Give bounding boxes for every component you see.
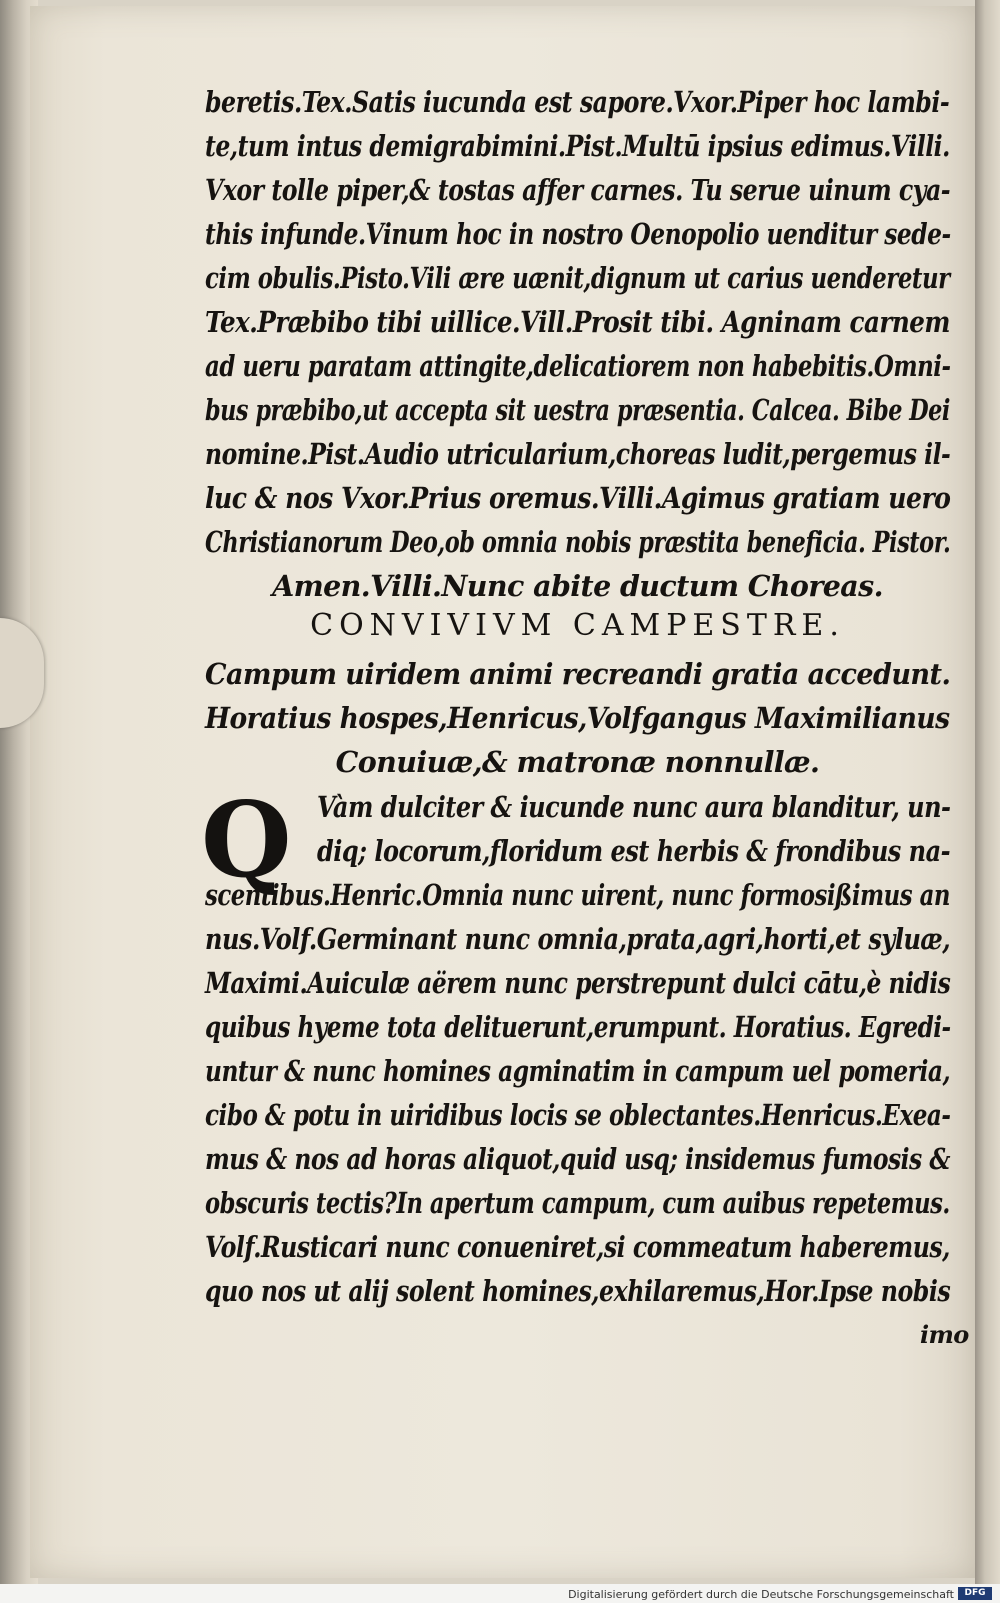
- body-line: diq; locorum,floridum est herbis & frondibus na-: [317, 834, 951, 868]
- body-line: Vàm dulciter & iucunde nunc aura blanditur, un-: [317, 790, 951, 824]
- text-line: Vxor tolle piper,& tostas affer carnes. Tu serue uinum cya-: [205, 173, 951, 207]
- text-line: Christianorum Deo,ob omnia nobis præstita beneficia. Pistor.: [205, 525, 951, 559]
- catchword: imo: [920, 1320, 969, 1349]
- subheading-line: Horatius hospes,Henricus,Volfgangus Maximilianus: [205, 701, 950, 735]
- text-line: cim obulis.Pisto.Vili ære uænit,dignum ut carius uenderetur: [205, 261, 950, 295]
- subheading-line: Campum uiridem animi recreandi gratia accedunt.: [205, 657, 951, 691]
- text-line: nomine.Pist.Audio utricularium,choreas ludit,pergemus il-: [205, 437, 951, 471]
- dfg-logo-icon: DFG: [958, 1587, 992, 1600]
- footer-credit: Digitalisierung gefördert durch die Deutsche Forschungsgemeinschaft: [568, 1588, 954, 1601]
- body-line: cibo & potu in uiridibus locis se oblectantes.Henricus.Exea-: [205, 1098, 951, 1132]
- text-line: this infunde.Vinum hoc in nostro Oenopolio uenditur sede-: [205, 217, 951, 251]
- text-line: te,tum intus demigrabimini.Pist.Multū ipsius edimus.Villi.: [205, 129, 950, 163]
- text-line: bus præbibo,ut accepta sit uestra præsentia. Calcea. Bibe Dei: [205, 393, 950, 427]
- body-line: Volf.Rusticari nunc conueniret,si commeatum haberemus,: [205, 1230, 950, 1264]
- body-line: Maximi.Auiculæ aërem nunc perstrepunt dulci cātu,è nidis: [205, 966, 951, 1000]
- text-line: Amen.Villi.Nunc abite ductum Choreas.: [272, 569, 883, 603]
- text-line: luc & nos Vxor.Prius oremus.Villi.Agimus gratiam uero: [205, 481, 951, 515]
- body-line: obscuris tectis?In apertum campum, cum auibus repetemus.: [205, 1186, 950, 1220]
- drop-cap-initial: Q: [201, 778, 291, 901]
- text-line: beretis.Tex.Satis iucunda est sapore.Vxor.Piper hoc lambi-: [205, 85, 950, 119]
- subheading-line: Conuiuæ,& matronæ nonnullæ.: [335, 745, 820, 779]
- book-edge-right: [975, 0, 1000, 1584]
- body-line: untur & nunc homines agminatim in campum uel pomeria,: [205, 1054, 951, 1088]
- text-line: ad ueru paratam attingite,delicatiorem non habebitis.Omni-: [205, 349, 951, 383]
- body-line: mus & nos ad horas aliquot,quid usq; insidemus fumosis &: [205, 1142, 951, 1176]
- body-line: quibus hyeme tota delituerunt,erumpunt. Horatius. Egredi-: [205, 1010, 951, 1044]
- section-heading: CONVIVIVM CAMPESTRE.: [310, 608, 845, 643]
- body-line: scentibus.Henric.Omnia nunc uirent, nunc formosißimus an: [205, 878, 950, 912]
- body-line: quo nos ut alij solent homines,exhilaremus,Hor.Ipse nobis: [205, 1274, 951, 1308]
- text-line: Tex.Præbibo tibi uillice.Vill.Prosit tibi. Agninam carnem: [205, 305, 950, 339]
- body-line: nus.Volf.Germinant nunc omnia,prata,agri,horti,et syluæ,: [205, 922, 951, 956]
